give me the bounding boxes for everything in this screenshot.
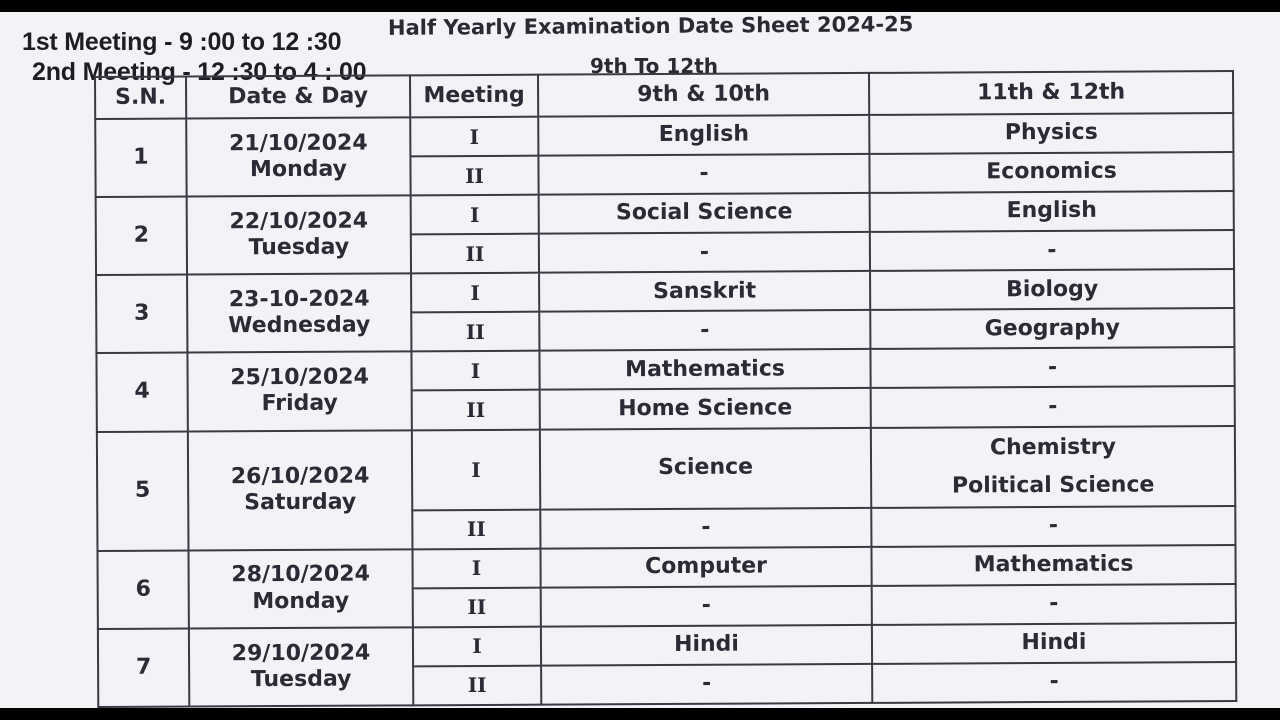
subject-9th-10th: Computer <box>540 547 871 588</box>
subject-9th-10th: - <box>541 586 872 627</box>
column-header-sn: S.N. <box>95 77 186 119</box>
subject-9th-10th: Mathematics <box>539 349 870 390</box>
day-text: Monday <box>249 156 348 183</box>
day-text: Monday <box>252 588 350 614</box>
day-text: Saturday <box>244 489 357 516</box>
subject-11th-12th: - <box>871 386 1235 427</box>
sn-cell: 5 <box>97 431 189 551</box>
column-header-9th-10th: 9th & 10th <box>538 73 869 117</box>
subject-11th-12th: - <box>871 506 1235 547</box>
sn-cell: 6 <box>97 550 188 629</box>
meeting-cell: I <box>410 117 538 157</box>
date-day-cell <box>187 195 411 274</box>
table-row <box>97 426 1235 512</box>
subject-11th-12th: Hindi <box>872 623 1236 664</box>
meeting-cell: I <box>412 429 540 510</box>
date-day-cell <box>188 430 413 550</box>
subject-11th-12th: - <box>872 584 1236 625</box>
sn-cell: 3 <box>96 275 187 354</box>
subject-11th-12th: - <box>872 662 1236 703</box>
subject-9th-10th: English <box>538 115 869 156</box>
subject-11th-12th <box>871 426 1235 508</box>
subject-11th-12th: English <box>870 191 1234 232</box>
subject-9th-10th: Social Science <box>539 193 870 234</box>
day-text: Friday <box>261 391 338 417</box>
table-row <box>97 545 1235 590</box>
date-text: 26/10/2024 <box>230 463 370 490</box>
sn-cell: 7 <box>98 628 189 707</box>
meeting-cell: II <box>411 312 539 352</box>
subject-9th-10th: - <box>539 310 870 351</box>
subject-9th-10th: Hindi <box>541 625 872 666</box>
subject-11th-12th: Physics <box>869 113 1233 154</box>
subject-9th-10th: - <box>539 232 870 273</box>
subject-11th-12th-line: Political Science <box>951 472 1155 499</box>
day-text: Wednesday <box>228 312 371 339</box>
subject-11th-12th: Mathematics <box>871 545 1235 586</box>
column-header-meeting: Meeting <box>410 75 538 118</box>
meeting-cell: I <box>411 195 539 235</box>
meeting-cell: I <box>412 548 540 588</box>
date-text: 21/10/2024 <box>229 130 368 156</box>
subject-9th-10th: - <box>538 154 869 195</box>
subject-11th-12th: Biology <box>870 269 1234 310</box>
day-text: Tuesday <box>248 234 350 261</box>
subject-9th-10th: - <box>541 664 872 705</box>
subject-11th-12th: Geography <box>870 308 1234 349</box>
subject-9th-10th: Home Science <box>540 388 871 429</box>
subject-11th-12th: - <box>870 230 1234 271</box>
second-meeting-time: 2nd Meeting - 12 :30 to 4 : 00 <box>32 58 367 86</box>
date-sheet-table <box>94 70 1237 708</box>
date-text: 29/10/2024 <box>231 640 371 666</box>
subject-11th-12th-line: Chemistry <box>989 434 1117 460</box>
date-day-cell <box>186 117 410 196</box>
table-row <box>96 269 1234 314</box>
table-row <box>95 113 1233 158</box>
meeting-cell: II <box>410 156 538 196</box>
date-day-cell <box>187 274 411 353</box>
table-header-row <box>95 71 1233 119</box>
meeting-cell: I <box>411 273 539 313</box>
subject-11th-12th: - <box>870 347 1234 388</box>
column-header-11th-12th: 11th & 12th <box>869 71 1233 115</box>
sn-cell: 2 <box>96 197 187 276</box>
date-day-cell <box>188 549 412 628</box>
subject-11th-12th: Economics <box>869 152 1233 193</box>
column-header-date-day: Date & Day <box>186 75 410 118</box>
meeting-cell: II <box>412 509 540 549</box>
date-sheet-document <box>0 12 1280 708</box>
table-row <box>96 347 1234 392</box>
first-meeting-time: 1st Meeting - 9 :00 to 12 :30 <box>22 28 342 56</box>
meeting-cell: II <box>413 666 541 706</box>
document-subtitle: 9th To 12th <box>590 54 718 78</box>
day-text: Tuesday <box>250 666 352 693</box>
date-day-cell <box>187 352 411 431</box>
date-day-cell <box>189 627 413 706</box>
date-text: 25/10/2024 <box>230 364 369 391</box>
meeting-cell: I <box>411 351 539 391</box>
sn-cell: 1 <box>95 119 186 198</box>
document-title: Half Yearly Examination Date Sheet 2024-25 <box>387 12 914 40</box>
subject-9th-10th: Sanskrit <box>539 271 870 312</box>
date-text: 22/10/2024 <box>229 208 369 235</box>
meeting-cell: II <box>413 587 541 627</box>
table-row <box>98 623 1236 668</box>
date-text: 28/10/2024 <box>231 561 370 588</box>
sn-cell: 4 <box>96 353 187 432</box>
meeting-cell: I <box>413 627 541 667</box>
subject-9th-10th: Science <box>540 427 871 509</box>
meeting-cell: II <box>411 234 539 274</box>
meeting-cell: II <box>412 390 540 430</box>
subject-9th-10th: - <box>540 508 871 549</box>
date-text: 23-10-2024 <box>228 286 370 313</box>
table-row <box>96 191 1234 236</box>
